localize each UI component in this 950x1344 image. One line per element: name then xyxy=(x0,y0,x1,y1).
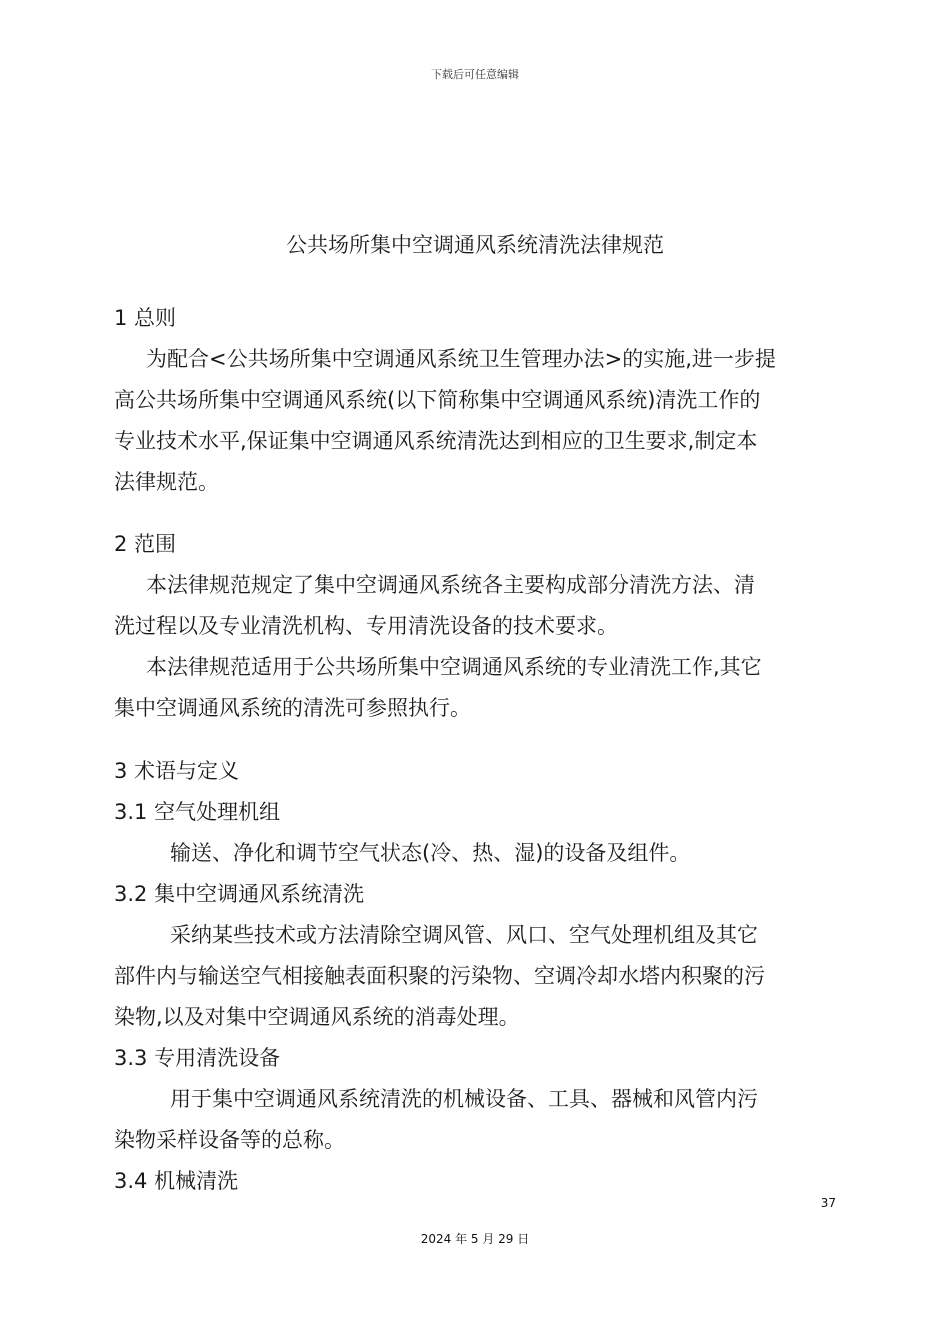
section-3-1-heading: 3.1 空气处理机组 xyxy=(114,800,281,824)
paragraph-line: 集中空调通风系统的清洗可参照执行。 xyxy=(114,696,471,720)
definition-line: 染物采样设备等的总称。 xyxy=(114,1128,345,1152)
section-3-heading: 3 术语与定义 xyxy=(114,759,240,783)
section-1-heading: 1 总则 xyxy=(114,306,177,330)
document-title: 公共场所集中空调通风系统清洗法律规范 xyxy=(286,233,664,257)
definition-text: 输送、净化和调节空气状态(冷、热、湿)的设备及组件。 xyxy=(170,841,691,865)
section-3-2-heading: 3.2 集中空调通风系统清洗 xyxy=(114,882,365,906)
footer-date: 2024 年 5 月 29 日 xyxy=(420,1232,530,1246)
paragraph-line: 洗过程以及专业清洗机构、专用清洗设备的技术要求。 xyxy=(114,614,618,638)
paragraph-line: 为配合<公共场所集中空调通风系统卫生管理办法>的实施,进一步提 xyxy=(146,347,776,371)
section-3-3-heading: 3.3 专用清洗设备 xyxy=(114,1046,281,1070)
definition-line: 染物,以及对集中空调通风系统的消毒处理。 xyxy=(114,1005,520,1029)
header-note: 下载后可任意编辑 xyxy=(431,68,519,81)
paragraph-line: 法律规范。 xyxy=(114,470,219,494)
section-3 xyxy=(114,751,834,1202)
definition-line: 采纳某些技术或方法清除空调风管、风口、空气处理机组及其它 xyxy=(170,923,758,947)
paragraph-line: 本法律规范适用于公共场所集中空调通风系统的专业清洗工作,其它 xyxy=(146,655,762,679)
section-2 xyxy=(114,524,834,729)
definition-line: 用于集中空调通风系统清洗的机械设备、工具、器械和风管内污 xyxy=(170,1087,758,1111)
section-1 xyxy=(114,298,834,503)
paragraph-line: 本法律规范规定了集中空调通风系统各主要构成部分清洗方法、清 xyxy=(146,573,755,597)
paragraph-line: 高公共场所集中空调通风系统(以下简称集中空调通风系统)清洗工作的 xyxy=(114,388,761,412)
section-3-4-heading: 3.4 机械清洗 xyxy=(114,1169,239,1193)
section-2-heading: 2 范围 xyxy=(114,532,177,556)
page-number: 37 xyxy=(820,1196,836,1210)
paragraph-line: 专业技术水平,保证集中空调通风系统清洗达到相应的卫生要求,制定本 xyxy=(114,429,758,453)
definition-line: 部件内与输送空气相接触表面积聚的污染物、空调冷却水塔内积聚的污 xyxy=(114,964,765,988)
